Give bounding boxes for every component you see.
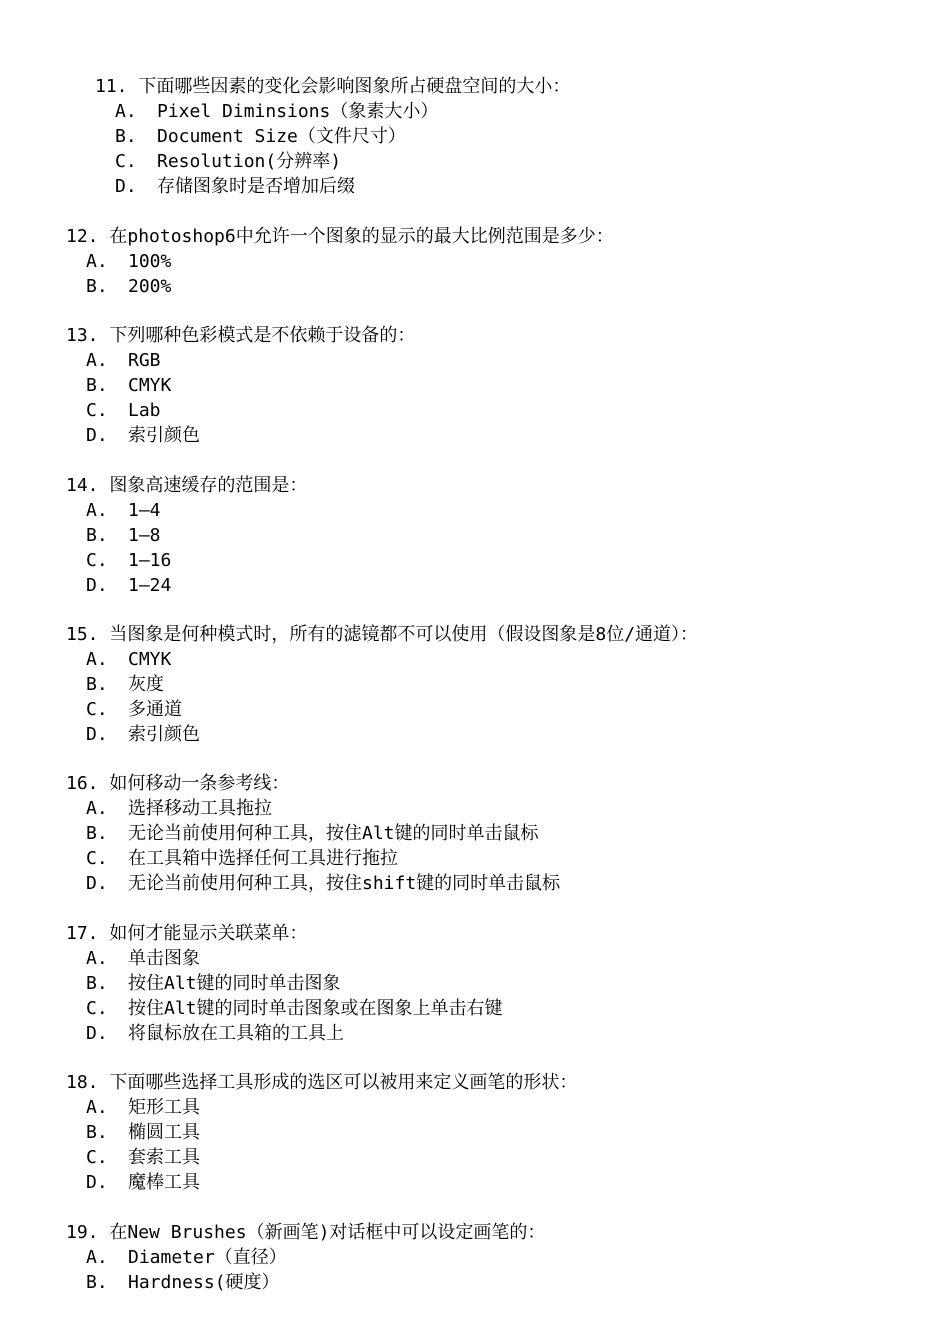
question-text: 图象高速缓存的范围是： bbox=[109, 475, 308, 496]
option-text: RGB bbox=[128, 350, 161, 371]
option-b bbox=[66, 274, 926, 299]
question-number: 19. bbox=[66, 1222, 99, 1243]
option-letter: C. bbox=[86, 550, 108, 571]
option-c bbox=[66, 548, 926, 573]
question-text: 如何才能显示关联菜单： bbox=[109, 923, 308, 944]
option-c bbox=[66, 697, 926, 722]
question-16 bbox=[66, 771, 926, 896]
question-stem bbox=[95, 74, 950, 99]
option-text: 椭圆工具 bbox=[128, 1122, 200, 1143]
option-text: 多通道 bbox=[128, 699, 182, 720]
option-b bbox=[66, 523, 926, 548]
option-letter: C. bbox=[86, 1147, 108, 1168]
option-text: 按住Alt键的同时单击图象或在图象上单击右键 bbox=[128, 998, 503, 1019]
question-text: 下面哪些选择工具形成的选区可以被用来定义画笔的形状： bbox=[109, 1072, 578, 1093]
option-a bbox=[66, 1095, 926, 1120]
option-text: 100% bbox=[128, 251, 172, 272]
option-text: 单击图象 bbox=[128, 948, 200, 969]
question-text: 在New Brushes（新画笔)对话框中可以设定画笔的： bbox=[109, 1222, 546, 1243]
option-text: 索引颜色 bbox=[128, 724, 200, 745]
option-b bbox=[66, 1120, 926, 1145]
question-13 bbox=[66, 323, 926, 448]
question-number: 14. bbox=[66, 475, 99, 496]
question-12 bbox=[66, 224, 926, 299]
option-text: Pixel Diminsions（象素大小） bbox=[157, 101, 439, 122]
question-15 bbox=[66, 622, 926, 747]
option-letter: A. bbox=[86, 1097, 108, 1118]
option-letter: B. bbox=[86, 1272, 108, 1293]
option-a bbox=[95, 99, 950, 124]
option-letter: D. bbox=[86, 1172, 108, 1193]
option-letter: A. bbox=[86, 948, 108, 969]
option-text: CMYK bbox=[128, 375, 172, 396]
option-c bbox=[66, 846, 926, 871]
option-c bbox=[66, 1145, 926, 1170]
option-letter: D. bbox=[86, 575, 108, 596]
option-letter: B. bbox=[115, 126, 137, 147]
option-letter: A. bbox=[115, 101, 137, 122]
option-text: Diameter（直径） bbox=[128, 1247, 287, 1268]
option-letter: C. bbox=[115, 151, 137, 172]
option-letter: B. bbox=[86, 823, 108, 844]
option-letter: C. bbox=[86, 699, 108, 720]
option-text: 魔棒工具 bbox=[128, 1172, 200, 1193]
option-a bbox=[66, 647, 926, 672]
option-letter: C. bbox=[86, 998, 108, 1019]
option-letter: D. bbox=[115, 176, 137, 197]
question-stem bbox=[66, 771, 926, 796]
option-a bbox=[66, 348, 926, 373]
option-text: Hardness(硬度） bbox=[128, 1272, 280, 1293]
question-stem bbox=[66, 1070, 926, 1095]
option-d bbox=[95, 174, 950, 199]
option-letter: A. bbox=[86, 251, 108, 272]
option-letter: B. bbox=[86, 674, 108, 695]
question-stem bbox=[66, 622, 926, 647]
option-text: 1—4 bbox=[128, 500, 161, 521]
option-text: 套索工具 bbox=[128, 1147, 200, 1168]
option-text: 将鼠标放在工具箱的工具上 bbox=[128, 1023, 344, 1044]
question-number: 11. bbox=[95, 76, 128, 97]
option-a bbox=[66, 1245, 926, 1270]
question-text: 如何移动一条参考线： bbox=[109, 773, 290, 794]
question-18 bbox=[66, 1070, 926, 1195]
question-11 bbox=[95, 74, 950, 199]
option-text: 存储图象时是否增加后缀 bbox=[157, 176, 355, 197]
option-text: 1—8 bbox=[128, 525, 161, 546]
option-letter: B. bbox=[86, 973, 108, 994]
option-text: 1—24 bbox=[128, 575, 172, 596]
option-b bbox=[66, 1270, 926, 1295]
question-number: 16. bbox=[66, 773, 99, 794]
option-c bbox=[66, 398, 926, 423]
option-b bbox=[66, 672, 926, 697]
option-c bbox=[95, 149, 950, 174]
question-14 bbox=[66, 473, 926, 598]
question-text: 在photoshop6中允许一个图象的显示的最大比例范围是多少： bbox=[109, 226, 614, 247]
option-letter: D. bbox=[86, 724, 108, 745]
option-letter: B. bbox=[86, 375, 108, 396]
question-number: 17. bbox=[66, 923, 99, 944]
question-stem bbox=[66, 224, 926, 249]
option-text: 在工具箱中选择任何工具进行拖拉 bbox=[128, 848, 398, 869]
question-stem bbox=[66, 473, 926, 498]
option-letter: D. bbox=[86, 425, 108, 446]
option-text: 无论当前使用何种工具，按住Alt键的同时单击鼠标 bbox=[128, 823, 539, 844]
option-text: 无论当前使用何种工具，按住shift键的同时单击鼠标 bbox=[128, 873, 561, 894]
question-17 bbox=[66, 921, 926, 1046]
option-letter: C. bbox=[86, 400, 108, 421]
question-text: 下列哪种色彩模式是不依赖于设备的： bbox=[109, 325, 416, 346]
option-letter: A. bbox=[86, 500, 108, 521]
option-letter: A. bbox=[86, 798, 108, 819]
question-stem bbox=[66, 1220, 926, 1245]
option-letter: A. bbox=[86, 1247, 108, 1268]
option-letter: B. bbox=[86, 1122, 108, 1143]
question-text: 当图象是何种模式时，所有的滤镜都不可以使用（假设图象是8位/通道）： bbox=[109, 624, 699, 645]
option-b bbox=[66, 971, 926, 996]
question-19 bbox=[66, 1220, 926, 1295]
option-d bbox=[66, 871, 926, 896]
option-letter: B. bbox=[86, 276, 108, 297]
option-b bbox=[95, 124, 950, 149]
option-text: 矩形工具 bbox=[128, 1097, 200, 1118]
option-d bbox=[66, 1170, 926, 1195]
option-text: CMYK bbox=[128, 649, 172, 670]
option-text: 1—16 bbox=[128, 550, 172, 571]
option-a bbox=[66, 796, 926, 821]
option-text: 200% bbox=[128, 276, 172, 297]
option-d bbox=[66, 573, 926, 598]
option-text: Resolution(分辨率) bbox=[157, 151, 342, 172]
question-stem bbox=[66, 921, 926, 946]
option-text: 按住Alt键的同时单击图象 bbox=[128, 973, 341, 994]
option-b bbox=[66, 821, 926, 846]
option-letter: B. bbox=[86, 525, 108, 546]
option-a bbox=[66, 498, 926, 523]
option-letter: D. bbox=[86, 1023, 108, 1044]
option-text: Lab bbox=[128, 400, 161, 421]
option-text: Document Size（文件尺寸） bbox=[157, 126, 406, 147]
option-d bbox=[66, 722, 926, 747]
option-letter: D. bbox=[86, 873, 108, 894]
option-text: 索引颜色 bbox=[128, 425, 200, 446]
question-number: 18. bbox=[66, 1072, 99, 1093]
option-a bbox=[66, 249, 926, 274]
option-d bbox=[66, 1021, 926, 1046]
question-text: 下面哪些因素的变化会影响图象所占硬盘空间的大小： bbox=[138, 76, 571, 97]
option-a bbox=[66, 946, 926, 971]
option-letter: A. bbox=[86, 350, 108, 371]
option-d bbox=[66, 423, 926, 448]
option-c bbox=[66, 996, 926, 1021]
option-letter: A. bbox=[86, 649, 108, 670]
option-b bbox=[66, 373, 926, 398]
option-text: 选择移动工具拖拉 bbox=[128, 798, 272, 819]
question-stem bbox=[66, 323, 926, 348]
question-number: 13. bbox=[66, 325, 99, 346]
question-number: 12. bbox=[66, 226, 99, 247]
option-letter: C. bbox=[86, 848, 108, 869]
question-number: 15. bbox=[66, 624, 99, 645]
option-text: 灰度 bbox=[128, 674, 164, 695]
